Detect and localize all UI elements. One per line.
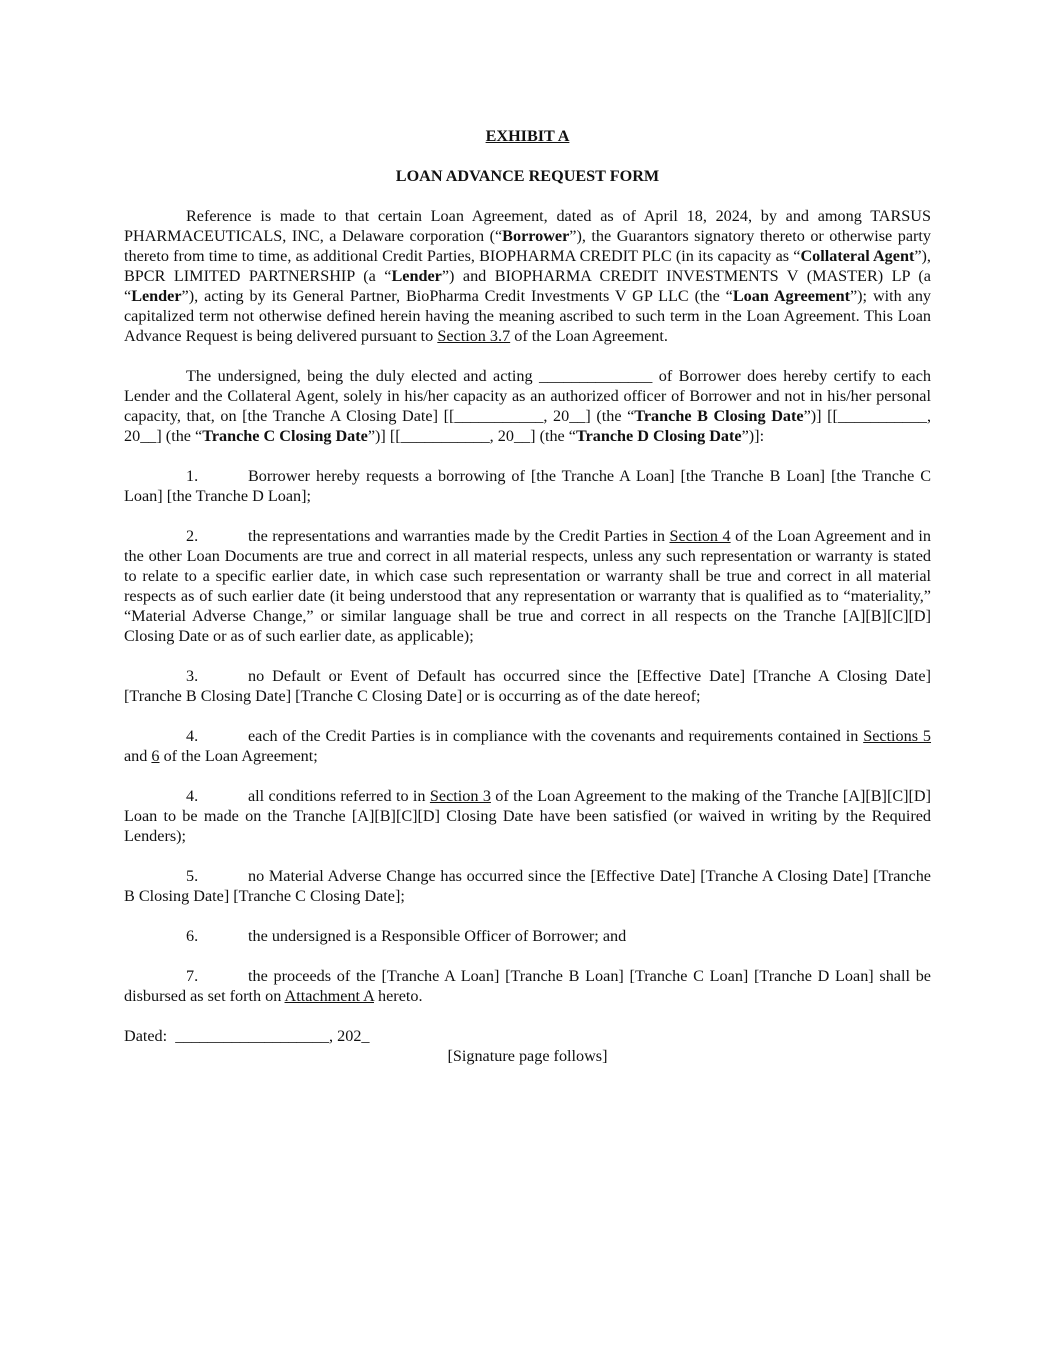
defined-term-lender: Lender [391, 267, 442, 285]
attachment-reference: Attachment A [284, 987, 374, 1005]
defined-term-lender: Lender [131, 287, 182, 305]
dated-label: Dated: [124, 1027, 168, 1045]
section-reference: 6 [151, 747, 160, 765]
dated-blank: ___________________, 202_ [175, 1027, 370, 1045]
defined-term-tranche-d: Tranche D Closing Date [575, 427, 742, 445]
list-item: 7. the proceeds of the [Tranche A Loan] [Tranche B Loan] [Tranche C Loan] [Tranche D Loan] shall be disbursed as set forth on Attachment A hereto. [124, 967, 931, 1005]
certification-paragraph: The undersigned, being the duly elected and acting ______________ of Borrower does hereby certify to each Lender and the Collateral Agent, solely in his/her capacity as an authorized officer of Borrower and not in his/her personal capacity, that, on [the Tranche A Closing Date] [[___________, 20__] (the “Tranche B Closing Date”)] [[___________, 20__] (the “Tranche C Closing Date”)] [[___________, 20__] (the “Tranche D Closing Date”)]: [124, 367, 931, 445]
exhibit-title: EXHIBIT A [485, 127, 570, 145]
document-page [124, 126, 931, 1066]
defined-term-tranche-c: Tranche C Closing Date [202, 427, 368, 445]
list-item: 1. Borrower hereby requests a borrowing of [the Tranche A Loan] [the Tranche B Loan] [the Tranche C Loan] [the Tranche D Loan]; [124, 467, 931, 505]
list-item: 5. no Material Adverse Change has occurred since the [Effective Date] [Tranche A Closing Date] [Tranche B Closing Date] [Tranche C Closing Date]; [124, 867, 931, 905]
form-title: LOAN ADVANCE REQUEST FORM [395, 167, 660, 185]
defined-term-collateral-agent: Collateral Agent [800, 247, 915, 265]
section-reference: Sections 5 [863, 727, 932, 745]
section-reference: Section 3.7 [437, 327, 511, 345]
intro-paragraph: Reference is made to that certain Loan Agreement, dated as of April 18, 2024, by and among TARSUS PHARMACEUTICALS, INC, a Delaware corporation (“Borrower”), the Guarantors signatory thereto or otherwise party thereto from time to time, as additional Credit Parties, BIOPHARMA CREDIT PLC (in its capacity as “Collateral Agent”), BPCR LIMITED PARTNERSHIP (a “Lender”) and BIOPHARMA CREDIT INVESTMENTS V (MASTER) LP (a “Lender”), acting by its General Partner, BioPharma Credit Investments V GP LLC (the “Loan Agreement”); with any capitalized term not otherwise defined herein having the meaning ascribed to such term in the Loan Agreement. This Loan Advance Request is being delivered pursuant to Section 3.7 of the Loan Agreement. [124, 207, 932, 345]
list-item: 4. each of the Credit Parties is in compliance with the covenants and requirements contained in Sections 5 and 6 of the Loan Agreement; [124, 727, 932, 765]
section-reference: Section 4 [669, 527, 731, 545]
signature-page-note: [Signature page follows] [447, 1047, 608, 1065]
list-item: 2. the representations and warranties made by the Credit Parties in Section 4 of the Loan Agreement and in the other Loan Documents are true and correct in all material respects, unless any such representation or warranty is stated to relate to a specific earlier date, in which case such representation or warranty shall be true and correct in all material respects as of such earlier date (it being understood that any representation or warranty that is qualified as to “materiality,” “Material Adverse Change,” or similar language shall be true and correct in all respects on the Tranche [A][B][C][D] Closing Date or as of such earlier date, as applicable); [124, 527, 931, 645]
defined-term-borrower: Borrower [502, 227, 570, 245]
defined-term-loan-agreement: Loan Agreement [732, 287, 850, 305]
section-reference: Section 3 [429, 787, 491, 805]
list-item: 6. the undersigned is a Responsible Officer of Borrower; and [186, 927, 627, 945]
dated-line [124, 1026, 931, 1046]
defined-term-tranche-b: Tranche B Closing Date [634, 407, 804, 425]
list-item: 3. no Default or Event of Default has occurred since the [Effective Date] [Tranche A Closing Date] [Tranche B Closing Date] [Tranche C Closing Date] or is occurring as of the date hereof; [124, 667, 931, 705]
list-item: 4. all conditions referred to in Section 3 of the Loan Agreement to the making of the Tranche [A][B][C][D] Loan to be made on the Tranche [A][B][C][D] Closing Date have been satisfied (or waived in writing by the Required Lenders); [124, 787, 931, 845]
